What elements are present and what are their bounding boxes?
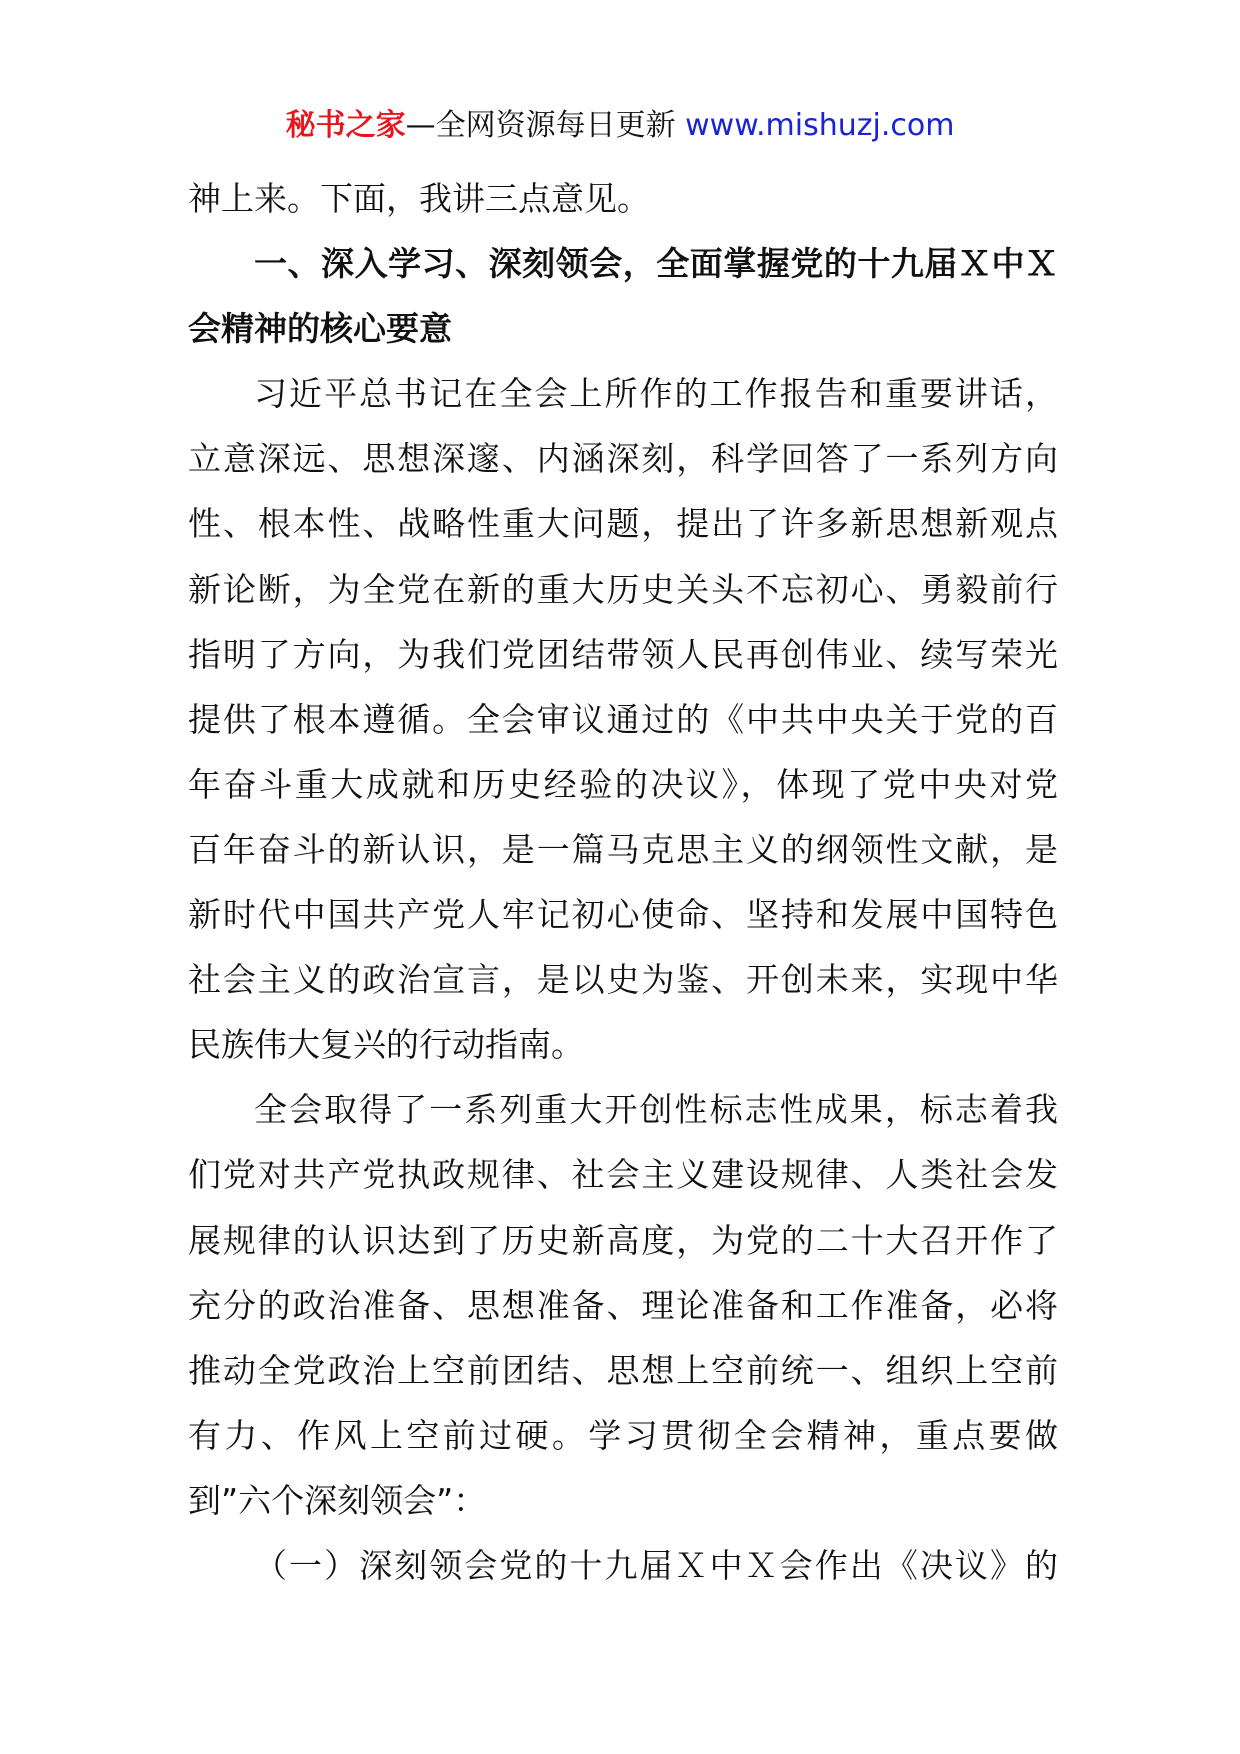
site-url-link[interactable]: www.mishuzj.com [685, 108, 955, 143]
paragraph-line: 社会主义的政治宣言，是以史为鉴、开创未来，实现中华 [188, 960, 1058, 1000]
header-tagline: —全网资源每日更新 [405, 108, 676, 143]
paragraph-line: 推动全党政治上空前团结、思想上空前统一、组织上空前 [188, 1350, 1058, 1390]
document-body [188, 166, 1058, 1598]
section-heading-line: 一、深入学习、深刻领会，全面掌握党的十九届Ｘ中Ｘ [254, 244, 1058, 284]
paragraph-line: 年奋斗重大成就和历史经验的决议》，体现了党中央对党 [188, 764, 1058, 804]
paragraph-line: 性、根本性、战略性重大问题，提出了许多新思想新观点 [188, 504, 1058, 544]
paragraph-line: 提供了根本遵循。全会审议通过的《中共中央关于党的百 [188, 699, 1058, 739]
paragraph-line: 新时代中国共产党人牢记初心使命、坚持和发展中国特色 [188, 895, 1058, 935]
paragraph-line: 立意深远、思想深邃、内涵深刻，科学回答了一系列方向 [188, 439, 1058, 479]
paragraph-line: 指明了方向，为我们党团结带领人民再创伟业、续写荣光 [188, 634, 1058, 674]
paragraph-line: 百年奋斗的新认识，是一篇马克思主义的纲领性文献，是 [188, 829, 1058, 869]
paragraph-line: 新论断，为全党在新的重大历史关头不忘初心、勇毅前行 [188, 569, 1058, 609]
paragraph-line: 民族伟大复兴的行动指南。 [188, 1025, 584, 1065]
subsection-heading-line: （一）深刻领会党的十九届Ｘ中Ｘ会作出《决议》的 [254, 1545, 1058, 1585]
section-heading-line: 会精神的核心要意 [188, 309, 452, 349]
paragraph-line: 神上来。下面，我讲三点意见。 [188, 179, 650, 218]
paragraph-line: 们党对共产党执政规律、社会主义建设规律、人类社会发 [188, 1155, 1058, 1195]
brand-name: 秘书之家 [285, 108, 406, 143]
site-header [0, 104, 1240, 148]
paragraph-line: 习近平总书记在全会上所作的工作报告和重要讲话， [254, 374, 1058, 414]
paragraph-line: 有力、作风上空前过硬。学习贯彻全会精神，重点要做 [188, 1415, 1058, 1455]
paragraph-line: 全会取得了一系列重大开创性标志性成果，标志着我 [254, 1090, 1058, 1130]
paragraph-line: 到”六个深刻领会”： [188, 1480, 487, 1520]
paragraph-line: 充分的政治准备、思想准备、理论准备和工作准备，必将 [188, 1285, 1058, 1325]
paragraph-line: 展规律的认识达到了历史新高度，为党的二十大召开作了 [188, 1220, 1058, 1260]
